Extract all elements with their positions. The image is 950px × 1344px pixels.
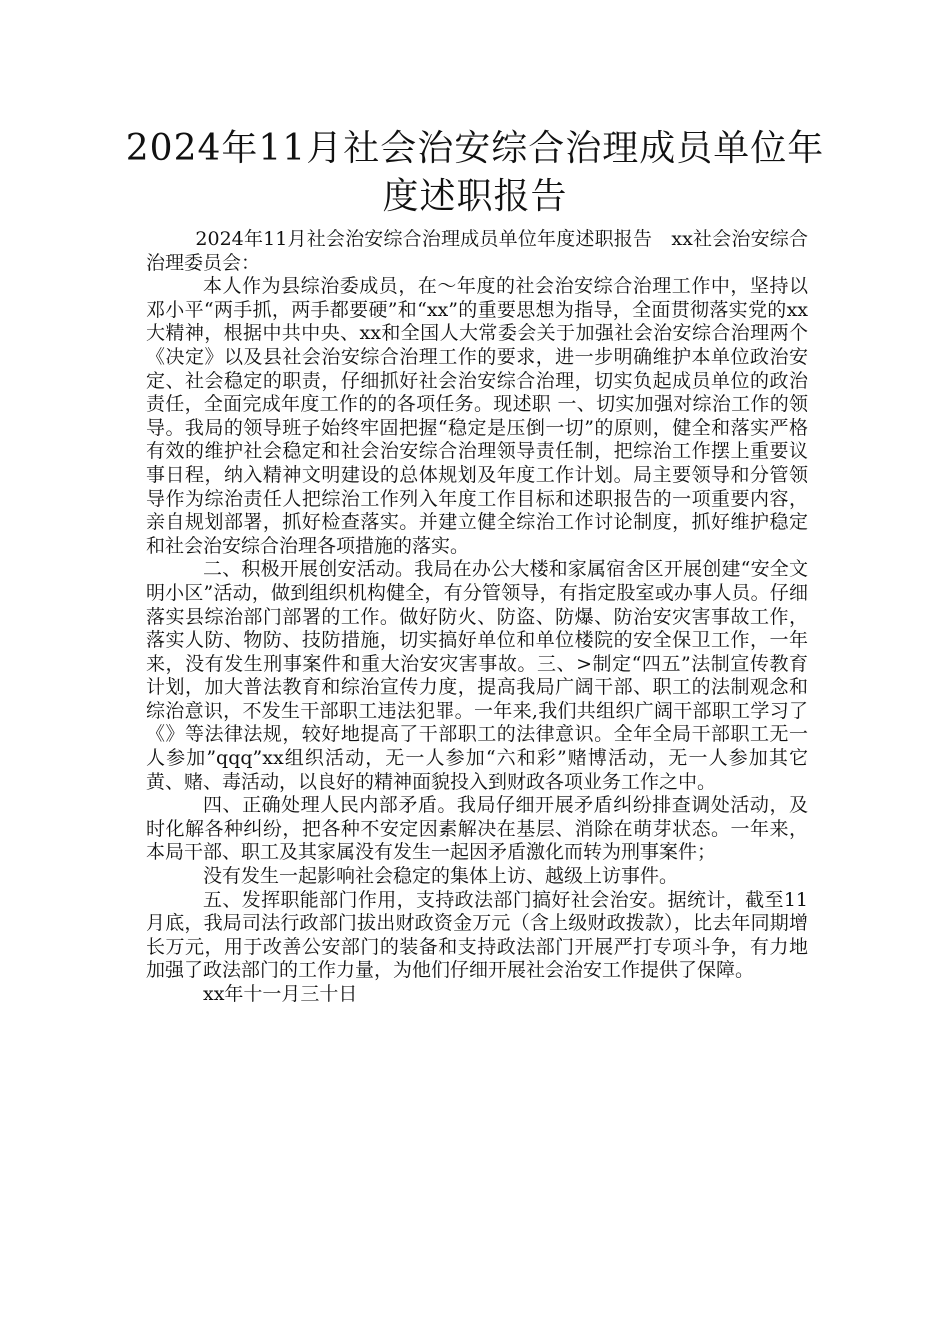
title-line-1: 2024年11月社会治安综合治理成员单位年 bbox=[125, 128, 825, 169]
paragraph-section-1: 本人作为县综治委成员，在～年度的社会治安综合治理工作中，坚持以邓小平“两手抓，两手都要硬”和“xx”的重要思想为指导，全面贯彻落实党的xx大精神，根据中共中央、xx和全国人大常委会关于加强社会治安综合治理两个《决定》以及县社会治安综合治理工作的要求，进一步明确维护本单位政治安定、社会稳定的职责，仔细抓好社会治安综合治理，切实负起成员单位的政治责任，全面完成年度工作的的各项任务。现述职 一、切实加强对综治工作的领导。我局的领导班子始终牢固把握“稳定是压倒一切”的原则，健全和落实严格有效的维护社会稳定和社会治安综合治理领导责任制，把综治工作摆上重要议事日程，纳入精神文明建设的总体规划及年度工作计划。局主要领导和分管领导作为综治责任人把综治工作列入年度工作目标和述职报告的一项重要内容，亲自规划部署，抓好检查落实。并建立健全综治工作讨论制度，抓好维护稳定和社会治安综合治理各项措施的落实。 bbox=[146, 275, 808, 557]
document-body bbox=[146, 228, 808, 1007]
paragraph-no-petitions: 没有发生一起影响社会稳定的集体上访、越级上访事件。 bbox=[203, 865, 679, 888]
paragraph-section-2: 二、积极开展创安活动。我局在办公大楼和家属宿舍区开展创建“安全文明小区”活动，做到组织机构健全，有分管领导，有指定股室或办事人员。仔细落实县综治部门部署的工作。做好防火、防盗、防爆、防治安灾害事故工作，落实人防、物防、技防措施，切实搞好单位和单位楼院的安全保卫工作，一年来，没有发生刑事案件和重大治安灾害事故。三、>制定“四五”法制宣传教育计划，加大普法教育和综治宣传力度，提高我局广阔干部、职工的法制观念和综治意识，不发生干部职工违法犯罪。一年来,我们共组织广阔干部职工学习了《》等法律法规，较好地提高了干部职工的法律意识。全年全局干部职工无一人参加”qqq”xx组织活动，无一人参加“六和彩”赌博活动，无一人参加其它黄、赌、毒活动，以良好的精神面貌投入到财政各项业务工作之中。 bbox=[146, 558, 808, 793]
title-line-2: 度述职报告 bbox=[382, 176, 568, 217]
paragraph-section-5: 五、发挥职能部门作用，支持政法部门搞好社会治安。据统计，截至11月底，我局司法行政部门拔出财政资金万元（含上级财政拨款），比去年同期增长万元，用于改善公安部门的装备和支持政法部门开展严打专项斗争，有力地加强了政法部门的工作力量，为他们仔细开展社会治安工作提供了保障。 bbox=[146, 888, 808, 982]
document-title bbox=[120, 125, 830, 221]
signature-date: xx年十一月三十日 bbox=[203, 983, 358, 1005]
paragraph-intro: 2024年11月社会治安综合治理成员单位年度述职报告 xx社会治安综合治理委员会： bbox=[146, 228, 808, 274]
paragraph-section-4: 四、正确处理人民内部矛盾。我局仔细开展矛盾纠纷排查调处活动，及时化解各种纠纷，把各种不安定因素解决在基层、消除在萌芽状态。一年来，本局干部、职工及其家属没有发生一起因矛盾激化而转为刑事案件； bbox=[146, 794, 808, 864]
